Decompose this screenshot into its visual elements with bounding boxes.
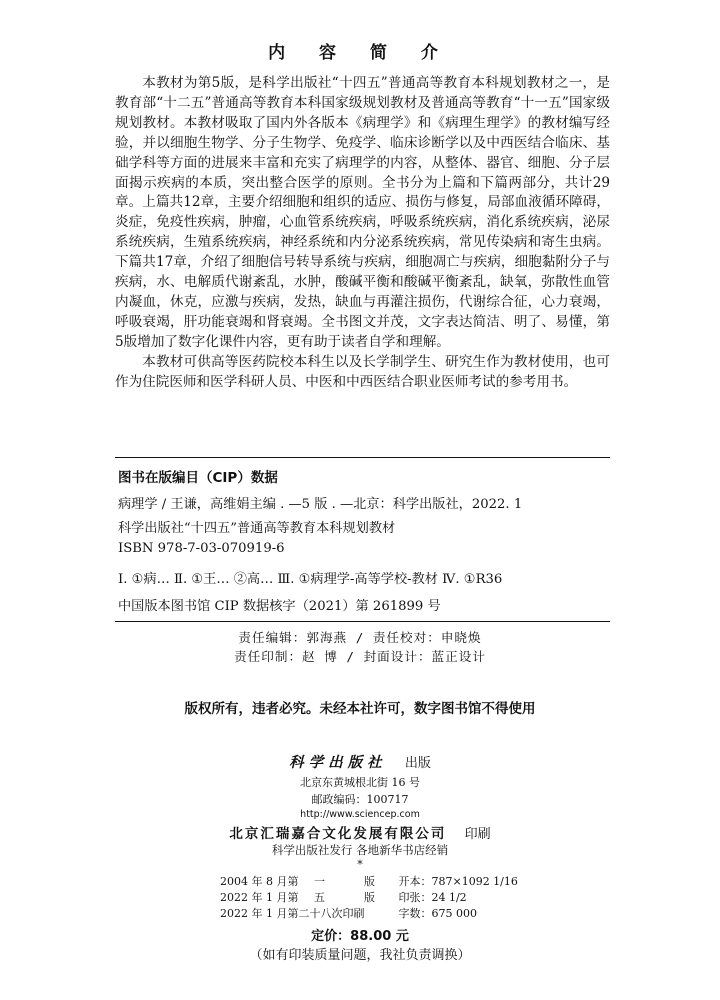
printer-line <box>0 822 720 842</box>
edition-spec: 印张：24 1/2 <box>398 891 467 904</box>
publisher-url: http://www.sciencep.com <box>300 809 420 820</box>
edition-date: 2022 年 1 月第 <box>220 891 299 904</box>
summary-paragraph-1: 本教材为第5版，是科学出版社“十四五”普通高等教育本科规划教材之一，是教育部“十二五”普通高等教育本科国家级规划教材及普通高等教育“十一五”国家级规划教材。本教材吸取了国内外各版本《病理学》和《病理生理学》的教材编写经验，并以细胞生物学、分子生物学、免疫学、临床诊断学以及中西医结合临床、基础学科等方面的进展来丰富和充实了病理学的内容，从整体、器官、细胞、分子层面揭示疾病的本质，突出整合医学的原则。全书分为上篇和下篇两部分，共计29章。上篇共12章，主要介绍细胞和组织的适应、损伤与修复，局部血液循环障碍，炎症，免疫性疾病，肿瘤，心血管系统疾病，呼吸系统疾病，消化系统疾病，泌尿系统疾病，生殖系统疾病，神经系统和内分泌系统疾病，常见传染病和寄生虫病。下篇共17章，介绍了细胞信号转导系统与疾病，细胞凋亡与疾病，细胞黏附分子与疾病，水、电解质代谢紊乱，水肿，酸碱平衡和酸碱平衡紊乱，缺氧，弥散性血管内凝血，休克，应激与疾病，发热，缺血与再灌注损伤，代谢综合征，心力衰竭，呼吸衰竭，肝功能衰竭和肾衰竭。全书图文并茂，文字表达简洁、明了、易懂，第5版增加了数字化课件内容，更有助于读者自学和理解。 <box>115 75 610 350</box>
cip-line-classification: Ⅰ. ①病… Ⅱ. ①王… ②高… Ⅲ. ①病理学-高等学校-教材 Ⅳ. ①R36 <box>118 572 503 587</box>
edition-num: 一 <box>313 875 325 888</box>
edition-date: 2022 年 1 月第二十八次印刷 <box>220 907 365 920</box>
cip-line-title: 病理学 / 王谦，高维娟主编 . —5 版 . —北京：科学出版社，2022. 1 <box>118 497 523 512</box>
cip-bottom-rule <box>115 621 610 622</box>
edition-spec: 字数：675 000 <box>398 907 477 920</box>
copyright-notice: 版权所有，违者必究。未经本社许可，数字图书馆不得使用 <box>184 701 536 717</box>
staff-line-1: 责任编辑：郭海燕 / 责任校对：申晓焕 <box>238 630 482 645</box>
distribution-line: 科学出版社发行 各地新华书店经销 <box>271 843 449 857</box>
content-summary <box>115 74 610 393</box>
separator-star: * <box>357 858 363 871</box>
printer-role: 印刷 <box>464 827 491 842</box>
edition-row <box>220 873 518 889</box>
cip-line-number: 中国版本图书馆 CIP 数据核字（2021）第 261899 号 <box>118 599 441 614</box>
page-title: 内 容 简 介 <box>268 43 452 63</box>
staff-line-2: 责任印制：赵 博 / 封面设计：蓝正设计 <box>234 649 486 664</box>
cip-heading: 图书在版编目（CIP）数据 <box>118 470 278 486</box>
publisher-line <box>0 751 720 772</box>
edition-row <box>220 905 518 921</box>
edition-type: 版 <box>363 875 375 888</box>
publisher-address: 北京东黄城根北街 16 号 <box>300 776 420 789</box>
cip-line-series: 科学出版社“十四五”普通高等教育本科规划教材 <box>118 521 396 536</box>
printer-name: 北京汇瑞嘉合文化发展有限公司 <box>229 826 447 842</box>
summary-paragraph-2: 本教材可供高等医药院校本科生以及长学制学生、研究生作为教材使用，也可作为住院医师和医学科研人员、中医和中西医结合职业医师考试的参考用书。 <box>115 353 610 390</box>
price: 定价：88.00 元 <box>311 929 409 944</box>
publisher-postal: 邮政编码：100717 <box>311 793 409 806</box>
publisher-role: 出版 <box>404 756 431 771</box>
edition-spec: 开本：787×1092 1/16 <box>398 875 518 888</box>
edition-table <box>220 873 518 921</box>
publisher-logo: 科学出版社 <box>289 754 387 771</box>
edition-row <box>220 889 518 905</box>
cip-top-rule <box>115 457 610 458</box>
cip-line-isbn: ISBN 978-7-03-070919-6 <box>118 541 285 556</box>
return-notice: （如有印装质量问题，我社负责调换） <box>249 948 471 963</box>
edition-num: 五 <box>313 891 325 904</box>
edition-date: 2004 年 8 月第 <box>220 875 299 888</box>
edition-type: 版 <box>363 891 375 904</box>
